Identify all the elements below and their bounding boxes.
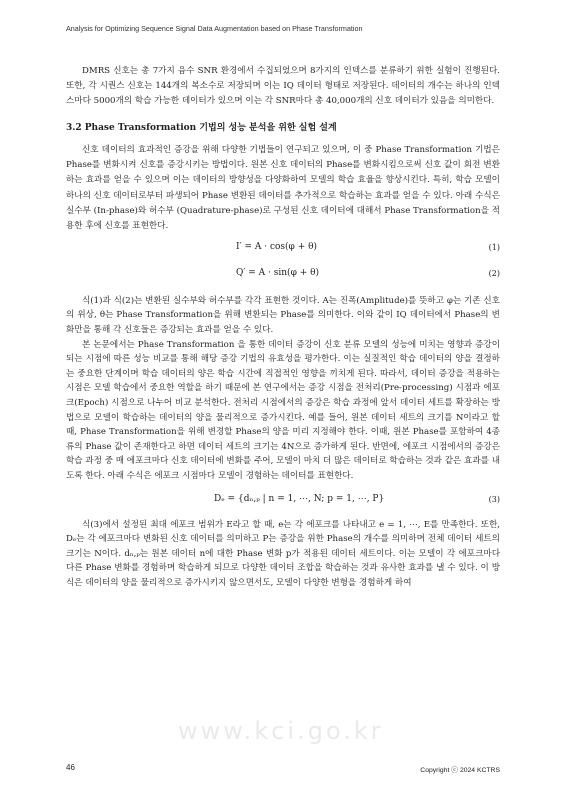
equation-1 <box>66 238 500 260</box>
equation-2 <box>66 264 500 286</box>
equation-1-number: (1) <box>488 242 500 252</box>
page-number: 46 <box>66 763 75 772</box>
page-body <box>66 64 500 591</box>
paragraph-dmrs: DMRS 신호는 총 7가지 음수 SNR 환경에서 수집되었으며 8가지의 인덱스를 분류하기 위한 실험이 진행된다. 또한, 각 시퀀스 신호는 144개의 복소수로 저장되며 이는 IQ 데이터 형태로 저장된다. 데이터의 개수는 하나의 인덱스마다 5000개의 학습 가능한 데이터가 있으며 이는 각 SNR마다 총 40,000개의 신호 데이터가 있음을 의미한다. <box>66 66 500 107</box>
equation-3-number: (3) <box>488 494 500 504</box>
paragraph-augmentation-timing: 본 논문에서는 Phase Transformation 을 통한 데이터 증강이 신호 분류 모델의 성능에 미치는 영향과 증강이 되는 시점에 따른 성능 비교를 통해 해당 증강 기법의 유효성을 평가한다. 이는 실질적인 학습 데이터의 양을 결정하는 중요한 단계이며 학습 데이터의 양은 학습 시간에 직접적인 영향을 끼치게 된다. 따라서, 데이터 증강을 적용하는 시점은 모델 학습에서 중요한 역할을 하기 때문에 본 연구에서는 증강 시점을 전처리(Pre-processing) 시점과 에포크(Epoch) 시점으로 나누어 비교 분석한다. 전처리 시점에서의 증강은 학습 과정에 앞서 데이터 세트를 확장하는 방법으로 모델이 학습하는 데이터의 양을 물리적으로 증가시킨다. 예를 들어, 원본 데이터 세트의 크기를 N이라고 할 때, Phase Transformation을 위해 변경할 Phase의 양을 미리 지정해야 한다. 이때, 원본 Phase를 포함하여 4종류의 Phase 값이 존재한다고 하면 데이터 세트의 크기는 4N으로 증가하게 된다. 반면에, 에포크 시점에서의 증강은 학습 과정 중 매 에포크마다 신호 데이터에 변화를 주어, 모델이 마치 더 많은 데이터로 학습하는 것과 같은 효과를 내도록 한다. 아래 수식은 에포크 시점마다 모델이 경험하는 데이터를 표현한다. <box>66 339 500 481</box>
equation-2-number: (2) <box>488 268 500 278</box>
paragraph-phase-intro: 신호 데이터의 효과적인 증강을 위해 다양한 기법들이 연구되고 있으며, 이 중 Phase Transformation 기법은 Phase를 변화시켜 신호를 증강시키는 방법이다. 원본 신호 데이터의 Phase를 변화시킴으로써 신호 값이 회전 변환하는 효과를 얻을 수 있으며 이는 데이터의 방향성을 다양화하여 모델의 학습 효율을 향상시킨다. 특히, 학습 모델이 하나의 신호 데이터로부터 파생되어 Phase 변환된 데이터를 추가적으로 학습하는 효과를 얻을 수 있다. 아래 수식은 실수부 (In-phase)와 허수부 (Quadrature-phase)로 구성된 신호 데이터에 대해서 Phase Transformation을 적용한 후에 신호를 표현한다. <box>66 145 500 231</box>
kci-watermark: www.kci.go.kr <box>178 717 384 745</box>
equation-3 <box>66 490 500 512</box>
paragraph-epoch-explanation: 식(3)에서 설정된 최대 에포크 범위가 E라고 할 때, e는 각 에포크를 나타내고 e = 1, ⋯, E를 만족한다. 또한, Dₑ는 각 에포크마다 변화된 신호 데이터를 의미하고 P는 증강을 위한 Phase의 개수를 의미하며 전체 데이터 세트의 크기는 N이다. dₙ,ₚ는 원본 데이터 n에 대한 Phase 변화 p가 적용된 데이터 세트이다. 이는 모델이 각 에포크마다 다른 Phase 변화를 경험하며 학습하게 되므로 다양한 데이터 조합을 학습하는 것과 유사한 효과를 낼 수 있다. 이 방식은 데이터의 양을 물리적으로 증가시키지 않으면서도, 모델이 다양한 변형을 경험하게 하여 <box>66 519 500 588</box>
paragraph-equation-explanation: 식(1)과 식(2)는 변환된 실수부와 허수부를 각각 표현한 것이다. A는 진폭(Amplitude)를 뜻하고 φ는 기존 신호의 위상, θ는 Phase Transformation을 위해 변환되는 Phase를 의미한다. 이와 같이 IQ 데이터에서 Phase의 변화만을 통해 각 신호들은 증강되는 효과를 얻을 수 있다. <box>66 295 500 336</box>
running-header: Analysis for Optimizing Sequence Signal Data Augmentation based on Phase Transformation <box>66 24 363 33</box>
equation-2-formula: Q′ = A · sin(φ + θ) <box>236 267 320 278</box>
section-heading: 3.2 Phase Transformation 기법의 성능 분석을 위한 실험 설계 <box>66 123 337 134</box>
equation-3-formula: Dₑ = {dₙ,ₚ | n = 1, ⋯, N; p = 1, ⋯, P} <box>214 493 385 504</box>
copyright-notice: Copyright ⓒ 2024 KCTRS <box>420 767 500 774</box>
equation-1-formula: I′ = A · cos(φ + θ) <box>236 241 318 252</box>
